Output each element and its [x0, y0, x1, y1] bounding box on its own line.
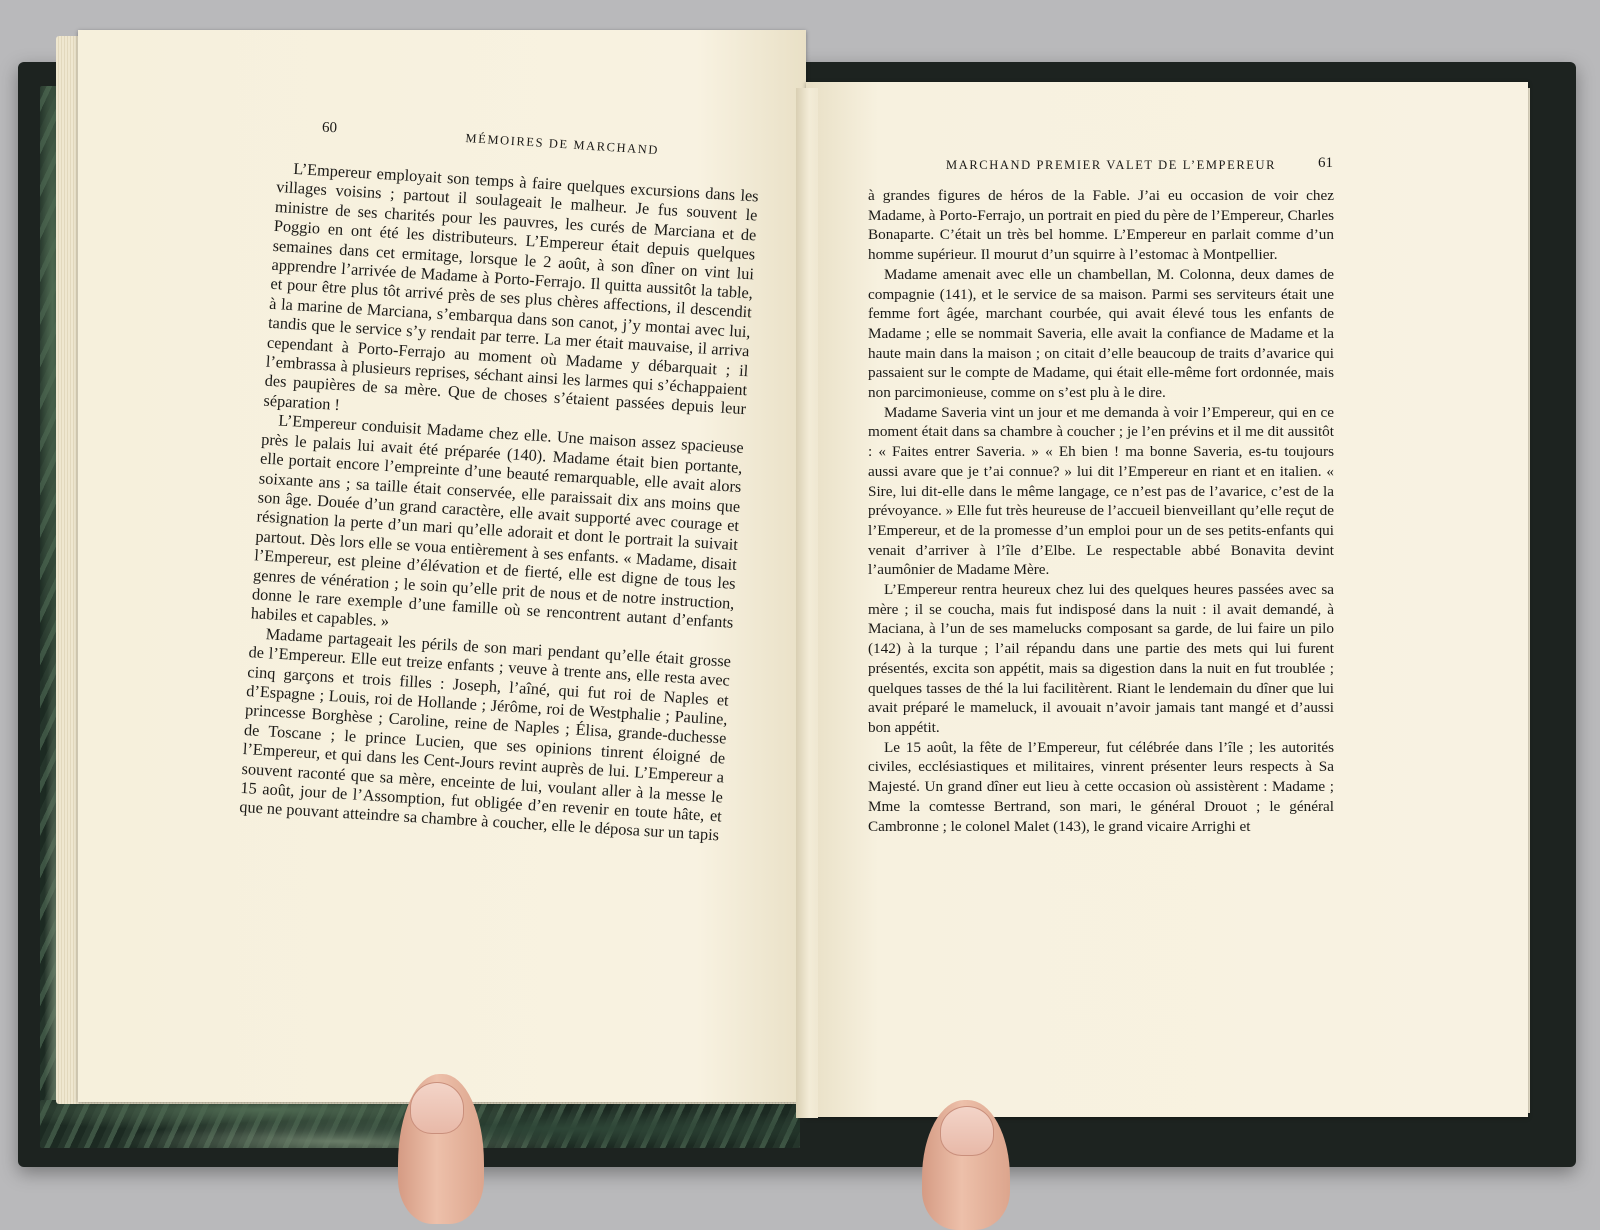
left-paragraph: L’Empereur employait son temps à faire quelques excursions dans les villages voisins ; partout il soulageait le malheur. Je fus souvent le ministre de ses charités pour les pauvres, les curés de Marciana et de Poggio en ont été les distributeurs. L’Empereur était depuis quelques semaines dans cet ermitage, lorsque le 2 août, à son dîner on vint lui apprendre l’arrivée de Madame à Porto-Ferrajo. Il quitta aussitôt la table, et pour être plus tôt arrivé près de ses plus chères affections, il descendit à la marine de Marciana, s’embarqua dans son canot, j’y montai avec lui, tandis que le service s’y rendait par terre. La mer était mauvaise, il arriva cependant à Porto-Ferrajo au moment où Madame y débarquait ; il l’embrassa à plusieurs reprises, séchant ainsi les larmes qui s’échappaient des paupières de sa mère. Que de choses s’étaient passées depuis leur séparation !: [263, 158, 760, 419]
right-paragraph: L’Empereur rentra heureux chez lui des quelques heures passées avec sa mère ; il se coucha, mais fut indisposé dans la nuit : il avait demandé, à Maciana, à l’un de ses mamelucks composant sa garde, de lui faire un pilo (142) à la turque ; l’ail répandu dans une partie des mets qui lui furent présentés, excita son appétit, mais sa digestion dans la nuit en fut troublée ; quelques tasses de thé la lui facilitèrent. Riant le lendemain du dîner que lui avait préparé le mameluck, il avouait n’avoir jamais tant mangé et d’aussi bon appétit.: [868, 581, 1334, 736]
right-paragraph: à grandes figures de héros de la Fable. J’ai eu occasion de voir chez Madame, à Porto-Ferrajo, un portrait en pied du père de l’Empereur, Charles Bonaparte. C’était un très bel homme. L’Empereur en parlait comme d’un homme supérieur. Il mourut d’un squirre à l’estomac à Montpellier.: [868, 187, 1334, 264]
right-paragraph: Madame Saveria vint un jour et me demanda à voir l’Empereur, qui en ce moment était dans sa chambre à coucher ; je l’en prévins et il me dit aussitôt : « Faites entrer Saveria. » « Eh bien ! ma bonne Saveria, es-tu toujours aussi avare que je t’ai connue? » lui dit l’Empereur en riant et en italien. « Sire, lui dit-elle dans le même langage, ce n’est pas de l’avarice, c’est de la prévoyance. » Elle fut très heureuse de l’accueil bienveillant qu’elle reçut de l’Empereur, et de la promesse d’un emploi pour un de ses petits-enfants qui venait d’arriver à l’île d’Elbe. Le respectable abbé Bonavita devint l’aumônier de Madame Mère.: [868, 403, 1334, 579]
right-page-body: [868, 186, 1334, 836]
right-paragraph: Le 15 août, la fête de l’Empereur, fut célébrée dans l’île ; les autorités civiles, ecclésiastiques et militaires, vinrent présenter leurs respects à Sa Majesté. Un grand dîner eut lieu à cette occasion où assistèrent : Madame ; Mme la comtesse Bertrand, son mari, le général Drouot ; le général Cambronne ; le colonel Malet (143), le grand vicaire Arrighi et: [868, 738, 1334, 835]
book-gutter: [796, 88, 818, 1118]
left-paragraph: Madame partageait les périls de son mari pendant qu’elle était grosse de l’Empereur. Elle eut treize enfants ; veuve à trente ans, elle resta avec cinq garçons et trois filles : Joseph, l’aîné, qui fut roi de Naples et d’Espagne ; Louis, roi de Hollande ; Jérôme, roi de Westphalie ; Pauline, princesse Borghèse ; Caroline, reine de Naples ; Élisa, grande-duchesse de Toscane ; le prince Lucien, que ses opinions tinrent éloigné de l’Empereur, et qui dans les Cent-Jours revint auprès de lui. L’Empereur a souvent raconté que sa mère, enceinte de lui, voulant aller à la messe le 15 août, jour de l’Assomption, fut obligée d’en revenir en toute hâte, et que ne pouvant atteindre sa chambre à coucher, elle le déposa sur un tapis: [238, 623, 732, 845]
right-page-number: 61: [1318, 155, 1333, 171]
right-paragraph: Madame amenait avec elle un chambellan, M. Colonna, deux dames de compagnie (141), et le service de sa maison. Parmi ses serviteurs était une femme fort âgée, marchant courbée, qui avait élevé tous les enfants de Madame ; elle se nommait Saveria, elle avait la confiance de Madame et la haute main dans la maison ; on citait d’elle beaucoup de traits d’avarice qui passaient sur le compte de Madame, qui était elle-même fort ordonnée, mais non parcimonieuse, comme on s’est plu à le dire.: [868, 265, 1334, 402]
left-page-body: [239, 158, 759, 845]
left-running-head: MÉMOIRES DE MARCHAND: [465, 131, 660, 158]
left-page-number: 60: [321, 119, 338, 137]
left-paragraph: L’Empereur conduisit Madame chez elle. Une maison assez spacieuse près le palais lui avait été préparée (140). Madame était bien portante, elle portait encore l’empreinte d’une beauté remarquable, elle avait alors soixante ans ; sa taille était conservée, elle paraissait dix ans moins que son âge. Douée d’un grand caractère, elle avait supporté avec courage et résignation la perte d’un mari qu’elle adorait et dont le portrait la suivait partout. Dès lors elle se voua entièrement à ses enfants. « Madame, disait l’Empereur, est pleine d’élévation et de fierté, elle est digne de tous les genres de vénération ; le soin qu’elle prit de nous et de notre instruction, donne le rare exemple d’une famille où se rencontrent autant d’enfants habiles et capables. »: [250, 410, 745, 632]
left-thumbnail: [410, 1082, 464, 1134]
right-thumbnail: [940, 1106, 994, 1156]
right-running-head: MARCHAND PREMIER VALET DE L’EMPEREUR: [946, 158, 1277, 172]
